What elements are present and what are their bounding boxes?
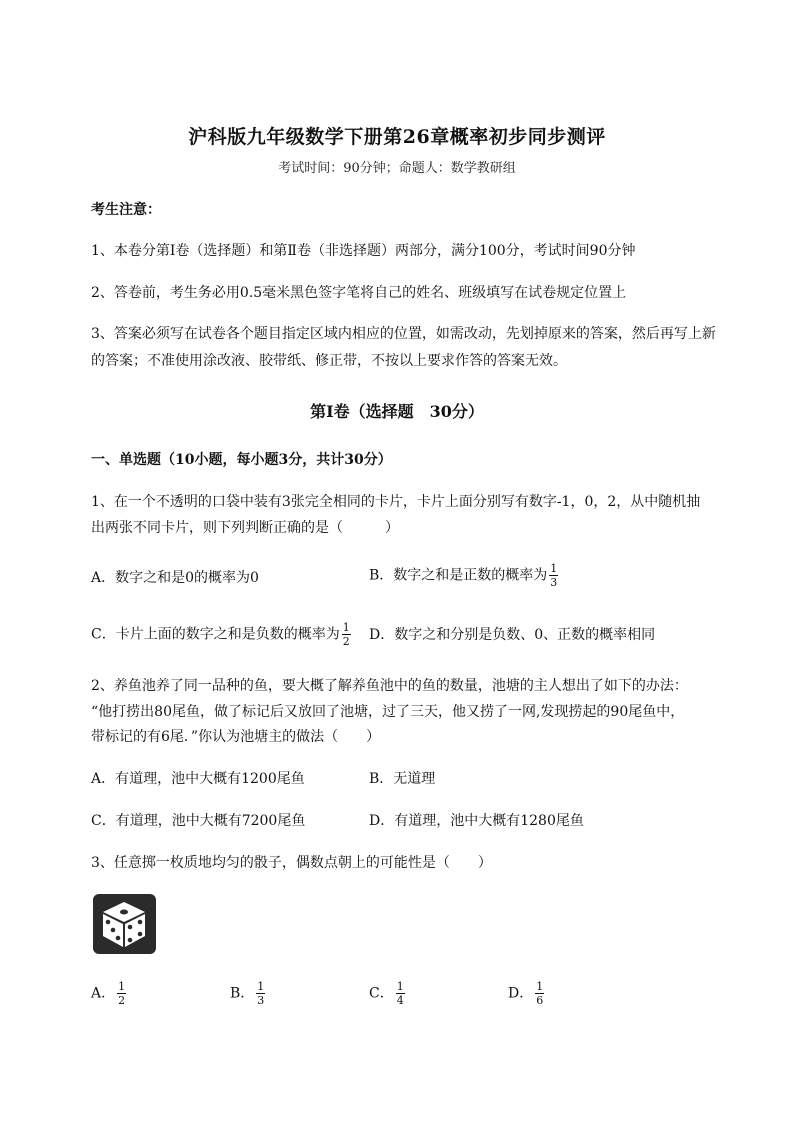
q1-stem-line1: 1、在一个不透明的口袋中装有3张完全相同的卡片，卡片上面分别写有数字-1，0，2，从中随机抽 — [91, 494, 701, 510]
notice-item-2: 2、答卷前，考生务必用0.5毫米黑色签字笔将自己的姓名、班级填写在试卷规定位置上 — [91, 285, 627, 301]
q1-stem-line2: 出两张不同卡片，则下列判断正确的是（ ） — [91, 520, 399, 536]
q2-stem-line1: 2、养鱼池养了同一品种的鱼，要大概了解养鱼池中的鱼的数量，池塘的主人想出了如下的办法： — [91, 678, 688, 694]
fraction-denominator: 3 — [550, 576, 558, 589]
q3-option-b — [230, 981, 267, 1006]
q2-option-c: C．有道理，池中大概有7200尾鱼 — [91, 813, 306, 829]
fraction-denominator: 3 — [257, 994, 265, 1007]
q2-option-d: D．有道理，池中大概有1280尾鱼 — [369, 813, 584, 829]
fraction-denominator: 2 — [118, 994, 126, 1007]
q2-option-b: B．无道理 — [369, 771, 436, 787]
option-label: D． — [508, 985, 534, 1002]
fraction-denominator: 6 — [536, 994, 544, 1007]
fraction-denominator: 4 — [396, 994, 404, 1007]
q2-stem-line2: “他打捞出80尾鱼，做了标记后又放回了池塘，过了三天，他又捞了一网,发现捞起的90尾鱼中， — [91, 704, 685, 720]
option-label: C． — [369, 985, 394, 1002]
dice-graphic — [93, 894, 156, 954]
q1-option-b-fraction — [549, 563, 558, 588]
fraction-numerator: 1 — [536, 980, 544, 993]
notice-heading: 考生注意： — [91, 202, 161, 218]
q1-option-b — [369, 563, 560, 588]
q1-option-a: A．数字之和是0的概率为0 — [91, 570, 259, 586]
part-heading: 一、单选题（10小题，每小题3分，共计30分） — [91, 452, 392, 468]
q3-option-c-fraction — [396, 981, 405, 1006]
q1-option-b-text: B．数字之和是正数的概率为 — [369, 567, 548, 584]
q3-option-a — [91, 981, 128, 1006]
fraction-numerator: 1 — [550, 562, 558, 575]
q3-stem: 3、任意掷一枚质地均匀的骰子，偶数点朝上的可能性是（ ） — [91, 855, 492, 871]
q2-option-a: A．有道理，池中大概有1200尾鱼 — [91, 771, 305, 787]
q3-option-d-fraction — [535, 981, 544, 1006]
notice-item-3-line1: 3、答案必须写在试卷各个题目指定区域内相应的位置，如需改动，先划掉原来的答案，然后再写上新 — [91, 326, 716, 342]
fraction-numerator: 1 — [342, 621, 350, 634]
q1-option-c — [91, 622, 353, 647]
q3-option-c — [369, 981, 407, 1006]
fraction-denominator: 2 — [342, 635, 350, 648]
q3-option-b-fraction — [256, 981, 265, 1006]
fraction-numerator: 1 — [257, 980, 265, 993]
fraction-numerator: 1 — [118, 980, 126, 993]
exam-info: 考试时间：90分钟；命题人：数学教研组 — [278, 161, 516, 176]
option-label: A． — [91, 985, 116, 1002]
dice-icon — [93, 894, 156, 954]
q2-stem-line3: 带标记的有6尾．”你认为池塘主的做法（ ） — [91, 729, 381, 745]
q3-option-d — [508, 981, 546, 1006]
fraction-numerator: 1 — [396, 980, 404, 993]
section-title: 第I卷（选择题 30分） — [310, 402, 484, 421]
q1-option-c-fraction — [342, 622, 351, 647]
q1-option-d: D．数字之和分别是负数、0、正数的概率相同 — [369, 627, 656, 643]
q1-option-c-text: C．卡片上面的数字之和是负数的概率为 — [91, 626, 340, 643]
q3-option-a-fraction — [117, 981, 126, 1006]
page-title: 沪科版九年级数学下册第26章概率初步同步测评 — [188, 126, 606, 148]
notice-item-3-line2: 的答案；不准使用涂改液、胶带纸、修正带，不按以上要求作答的答案无效。 — [91, 353, 567, 369]
notice-item-1: 1、本卷分第I卷（选择题）和第Ⅱ卷（非选择题）两部分，满分100分，考试时间90分钟 — [91, 243, 636, 259]
option-label: B． — [230, 985, 255, 1002]
